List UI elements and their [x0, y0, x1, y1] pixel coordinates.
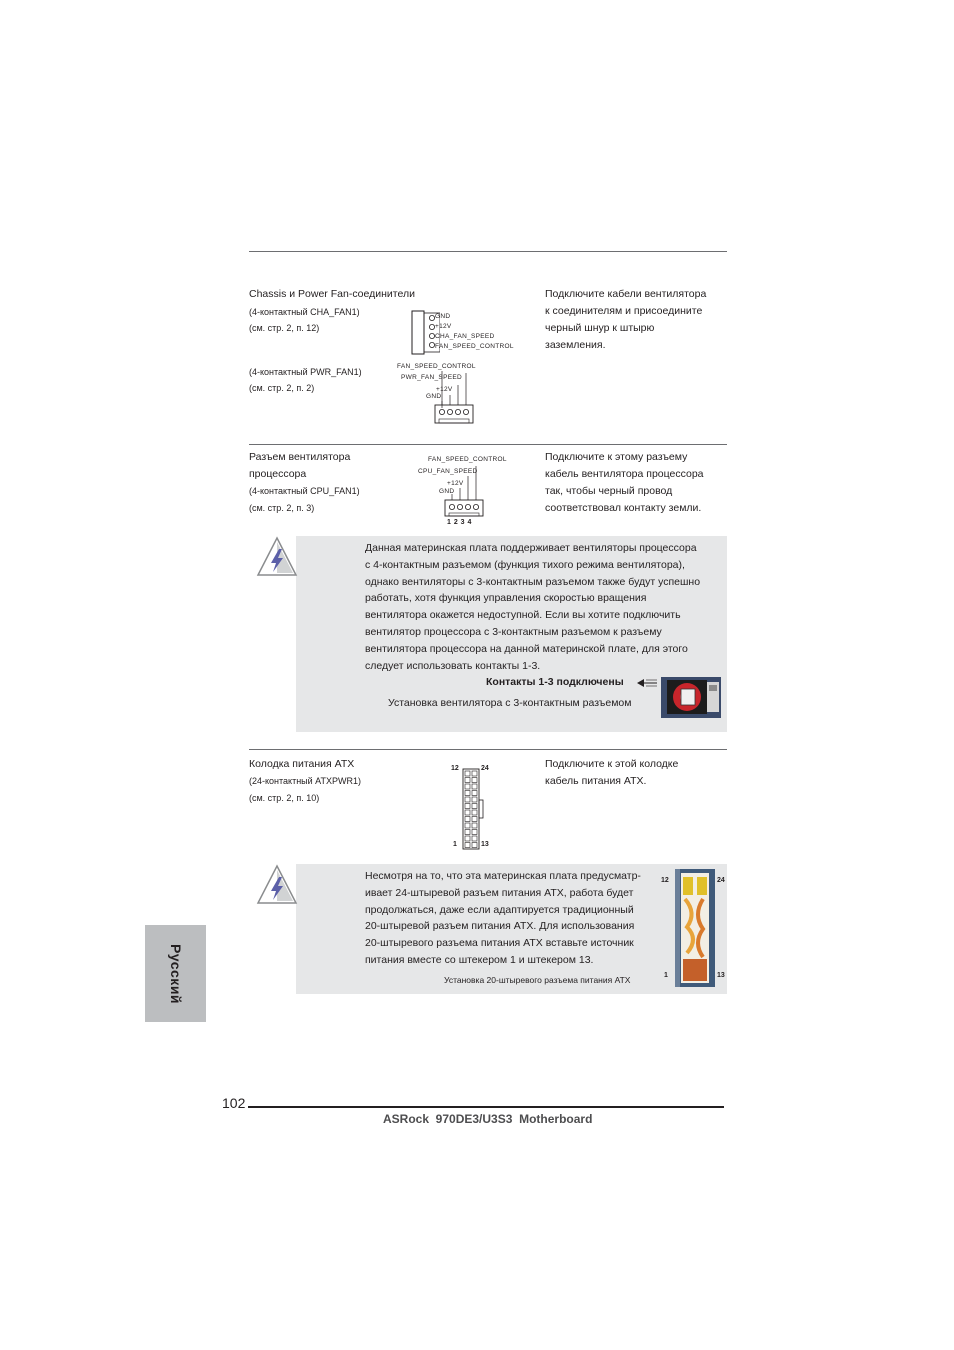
- atx-photo-pin-13: 13: [717, 972, 725, 979]
- atx-20pin-caption: Установка 20-штыревого разъема питания ATX: [444, 975, 631, 985]
- pwr-fan-line2: (см. стр. 2, п. 2): [249, 383, 315, 393]
- cha-fan-line2: (см. стр. 2, п. 12): [249, 323, 320, 333]
- cpu-label: +12V: [447, 480, 464, 487]
- note-line: вентилятора окажется недоступной. Если вы хотите подключить: [365, 609, 681, 622]
- atx-note-text: [365, 868, 665, 969]
- cpu-fan-header: [444, 466, 486, 520]
- cpu-fan-photo: [661, 677, 721, 718]
- note-line: ивает 24-штыревой разъем питания ATX, работа будет: [365, 886, 634, 899]
- cpu-pin-numbers: 1 2 3 4: [447, 519, 472, 526]
- three-pin-install-caption: Установка вентилятора с 3-контактным разъемом: [388, 697, 632, 709]
- footer-rule: [248, 1106, 724, 1108]
- pwr-label: +12V: [436, 386, 453, 393]
- desc-line: соответствовал контакту земли.: [545, 502, 702, 514]
- section-rule: [249, 749, 727, 750]
- desc-line: черный шнур к штырю: [545, 322, 655, 334]
- cpu-fan-note-text: [365, 540, 727, 674]
- atx-power-title: Колодка питания ATX: [249, 758, 355, 770]
- chassis-fan-title: Chassis и Power Fan-соединители: [249, 288, 415, 300]
- cpu-fan-line1: (4-контактный CPU_FAN1): [249, 486, 360, 496]
- note-line: вентилятора процессора на данной материнской плате, для этого: [365, 642, 688, 655]
- cha-fan-line1: (4-контактный CHA_FAN1): [249, 307, 360, 317]
- cha-pin-label: CHA_FAN_SPEED: [435, 333, 495, 340]
- pwr-label: GND: [426, 393, 442, 400]
- note-line: продолжаться, даже если адаптируется традиционный: [365, 903, 634, 916]
- desc-line: так, чтобы черный провод: [545, 485, 673, 497]
- note-line: вентилятор процессора с 3-контактным разъемом к разъему: [365, 625, 662, 638]
- cpu-label: CPU_FAN_SPEED: [418, 468, 478, 475]
- cpu-fan-title-1: Разъем вентилятора: [249, 451, 351, 463]
- note-line: Данная материнская плата поддерживает вентиляторы процессора: [365, 542, 697, 554]
- desc-line: к соединителям и присоедините: [545, 305, 703, 317]
- desc-line: Подключите к этой колодке: [545, 758, 679, 770]
- desc-line: кабель питания ATX.: [545, 775, 647, 787]
- cpu-fan-title-2: процессора: [249, 468, 307, 480]
- desc-line: кабель вентилятора процессора: [545, 468, 704, 480]
- desc-line: заземления.: [545, 339, 606, 351]
- cpu-fan-description: [545, 449, 704, 517]
- note-line: с 4-контактным разъемом (функция тихого режима вентилятора),: [365, 558, 685, 571]
- chassis-fan-description: [545, 286, 706, 354]
- cha-pin-label: GND: [435, 313, 451, 320]
- top-rule: [249, 251, 727, 252]
- desc-line: Подключите к этому разъему: [545, 451, 688, 463]
- page-number: 102: [222, 1095, 246, 1111]
- atx-pin-12: 12: [451, 765, 459, 772]
- atx-pin-1: 1: [453, 841, 457, 848]
- atx-photo-pin-24: 24: [717, 877, 725, 884]
- cpu-label: GND: [439, 488, 455, 495]
- atx-pin-13: 13: [481, 841, 489, 848]
- pins-connected-caption: Контакты 1-3 подключены: [486, 676, 624, 688]
- pwr-fan-line1: (4-контактный PWR_FAN1): [249, 367, 362, 377]
- cpu-label: FAN_SPEED_CONTROL: [428, 456, 507, 463]
- atx-pin-24: 24: [481, 765, 489, 772]
- atx-photo-pin-1: 1: [664, 972, 668, 979]
- pwr-label: FAN_SPEED_CONTROL: [397, 363, 476, 370]
- note-line: следует использовать контакты 1-3.: [365, 659, 541, 672]
- atx-connector-diagram: [462, 768, 486, 850]
- pwr-fan-header: [434, 373, 476, 427]
- note-line: однако вентиляторы с 3-контактным разъемом также будут успешно: [365, 575, 701, 588]
- note-line: Несмотря на то, что эта материнская плата предусматр-: [365, 870, 641, 882]
- footer-product: ASRock 970DE3/U3S3 Motherboard: [383, 1112, 593, 1126]
- warning-icon: [256, 864, 298, 906]
- note-line: 20-штыревого разъема питания ATX вставьте источник: [365, 937, 634, 950]
- note-line: работать, хотя функция управления скоростью вращения: [365, 592, 647, 605]
- section-rule: [249, 444, 727, 445]
- cha-pin-label: +12V: [435, 323, 452, 330]
- atx-power-description: [545, 756, 678, 790]
- language-tab-label: Русский: [167, 943, 184, 1004]
- language-tab: [145, 925, 206, 1022]
- atx-power-line2: (см. стр. 2, п. 10): [249, 793, 320, 803]
- warning-icon: [256, 536, 298, 578]
- note-line: 20-штыревой разъем питания ATX. Для использования: [365, 920, 635, 933]
- cpu-fan-line2: (см. стр. 2, п. 3): [249, 503, 315, 513]
- atx-photo-pin-12: 12: [661, 877, 669, 884]
- desc-line: Подключите кабели вентилятора: [545, 288, 707, 300]
- pwr-label: PWR_FAN_SPEED: [401, 374, 462, 381]
- atx-connector-photo: [675, 869, 715, 987]
- arrow-left-icon: [636, 677, 658, 689]
- note-line: питания вместе со штекером 1 и штекером 13.: [365, 953, 594, 966]
- cha-pin-label: FAN_SPEED_CONTROL: [435, 343, 514, 350]
- atx-power-line1: (24-контактный ATXPWR1): [249, 776, 362, 786]
